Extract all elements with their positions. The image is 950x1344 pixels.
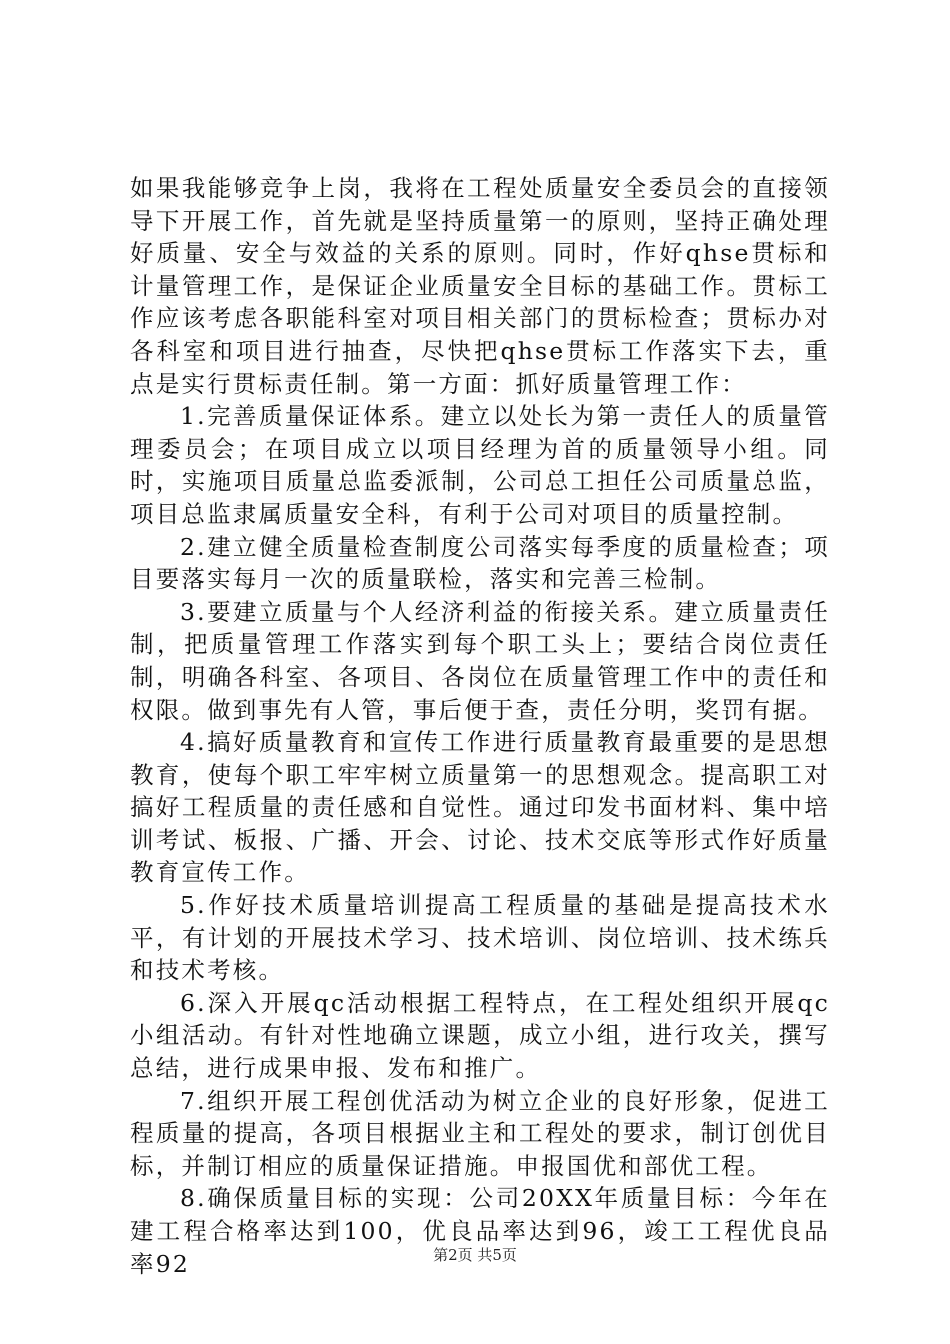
item-4-paragraph: 4.搞好质量教育和宣传工作进行质量教育最重要的是思想教育，使每个职工牢牢树立质量第一的思想观念。提高职工对搞好工程质量的责任感和自觉性。通过印发书面材料、集中培训考试、板报、广播、开会、讨论、技术交底等形式作好质量教育宣传工作。 (130, 728, 830, 887)
item-3-paragraph: 3.要建立质量与个人经济利益的衔接关系。建立质量责任制，把质量管理工作落实到每个职工头上；要结合岗位责任制，明确各科室、各项目、各岗位在质量管理工作中的责任和权限。做到事先有人管，事后便于查，责任分明，奖罚有据。 (130, 597, 830, 724)
intro-paragraph: 如果我能够竞争上岗，我将在工程处质量安全委员会的直接领导下开展工作，首先就是坚持质量第一的原则，坚持正确处理好质量、安全与效益的关系的原则。同时，作好qhse贯标和计量管理工作，是保证企业质量安全目标的基础工作。贯标工作应该考虑各职能科室对项目相关部门的贯标检查；贯标办对各科室和项目进行抽查，尽快把qhse贯标工作落实下去，重点是实行贯标责任制。第一方面：抓好质量管理工作： (130, 174, 830, 398)
document-body (130, 172, 830, 1280)
page-number-footer: 第2页 共5页 (433, 1246, 517, 1264)
item-7-paragraph: 7.组织开展工程创优活动为树立企业的良好形象，促进工程质量的提高，各项目根据业主和工程处的要求，制订创优目标，并制订相应的质量保证措施。申报国优和部优工程。 (130, 1086, 830, 1180)
item-8-paragraph: 8.确保质量目标的实现：公司20XX年质量目标：今年在建工程合格率达到100，优良品率达到96，竣工工程优良品率92 (130, 1184, 830, 1278)
item-2-paragraph: 2.建立健全质量检查制度公司落实每季度的质量检查；项目要落实每月一次的质量联检，落实和完善三检制。 (130, 532, 830, 594)
item-1-paragraph: 1.完善质量保证体系。建立以处长为第一责任人的质量管理委员会；在项目成立以项目经理为首的质量领导小组。同时，实施项目质量总监委派制，公司总工担任公司质量总监，项目总监隶属质量安全科，有利于公司对项目的质量控制。 (130, 402, 830, 528)
item-6-paragraph: 6.深入开展qc活动根据工程特点，在工程处组织开展qc小组活动。有针对性地确立课题，成立小组，进行攻关，撰写总结，进行成果申报、发布和推广。 (130, 988, 830, 1083)
item-5-paragraph: 5.作好技术质量培训提高工程质量的基础是提高技术水平，有计划的开展技术学习、技术培训、岗位培训、技术练兵和技术考核。 (130, 891, 830, 985)
